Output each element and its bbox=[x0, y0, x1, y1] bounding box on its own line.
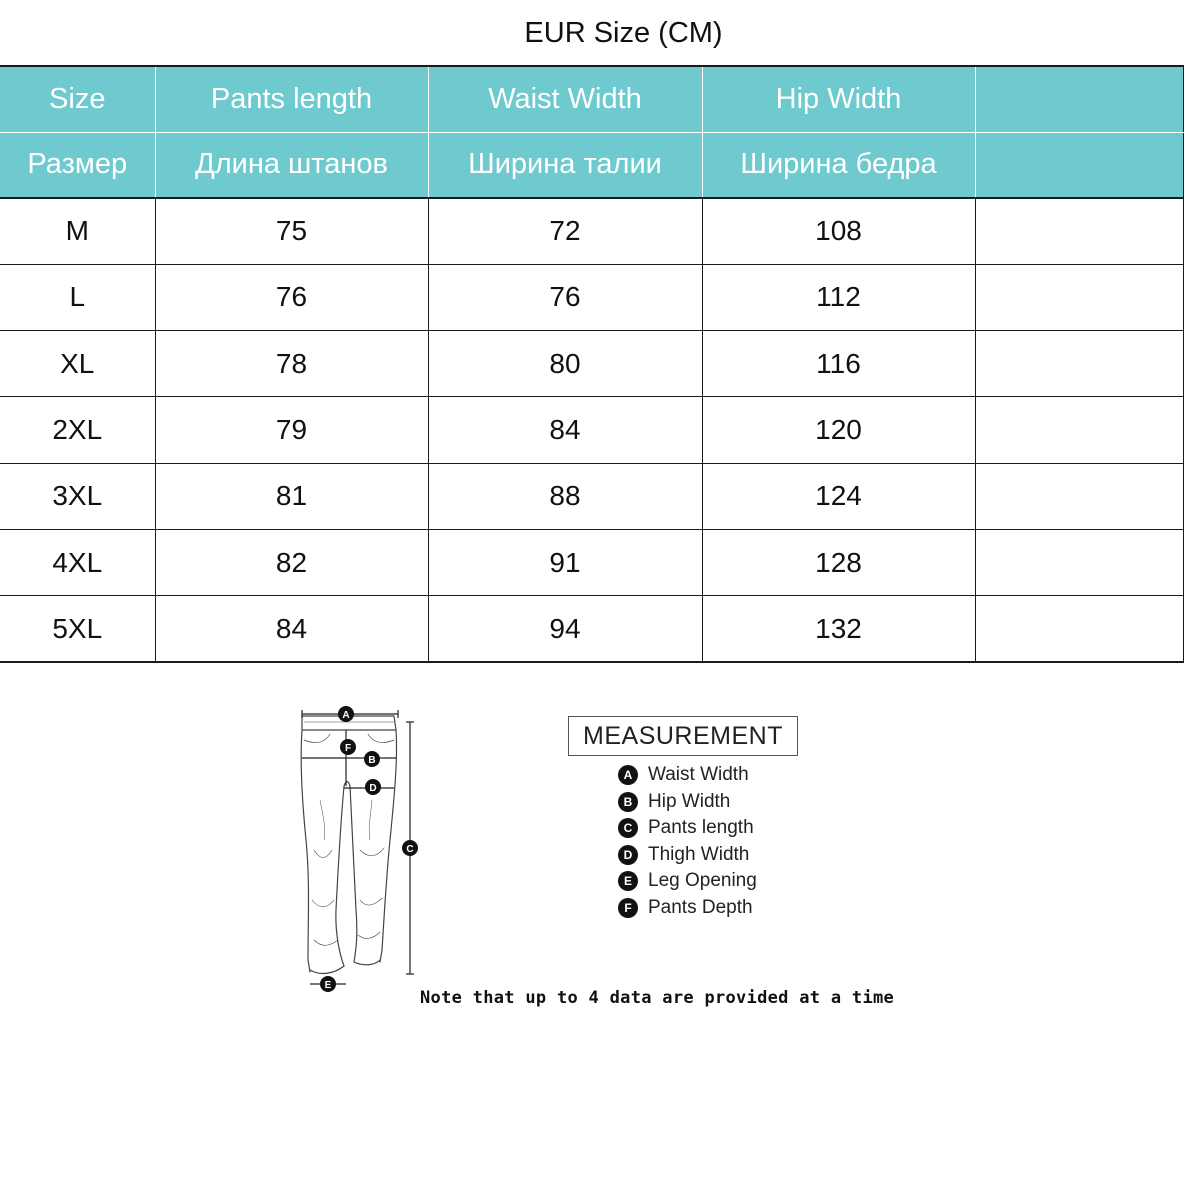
table-cell: 76 bbox=[428, 264, 702, 330]
legend-item bbox=[618, 868, 757, 895]
table-cell: 81 bbox=[155, 463, 428, 529]
header-cell bbox=[975, 66, 1183, 132]
legend-item bbox=[618, 762, 757, 789]
size-chart-table bbox=[0, 65, 1184, 663]
header-cell: Hip Width bbox=[702, 66, 975, 132]
legend-label: Thigh Width bbox=[648, 843, 750, 865]
header-cell: Pants length bbox=[155, 66, 428, 132]
table-cell: 120 bbox=[702, 397, 975, 463]
data-note: Note that up to 4 data are provided at a time bbox=[420, 988, 895, 1008]
letter-b-icon: B bbox=[618, 792, 638, 812]
table-cell bbox=[975, 529, 1183, 595]
page-title: EUR Size (CM) bbox=[524, 16, 723, 49]
svg-text:E: E bbox=[324, 980, 332, 991]
table-cell bbox=[975, 397, 1183, 463]
svg-text:B: B bbox=[368, 755, 376, 766]
header-cell: Ширина бедра bbox=[702, 132, 975, 198]
table-row bbox=[0, 264, 1183, 330]
table-cell bbox=[975, 198, 1183, 264]
table-cell: 132 bbox=[702, 596, 975, 662]
table-cell: 75 bbox=[155, 198, 428, 264]
letter-d-icon: D bbox=[618, 845, 638, 865]
header-cell: Размер bbox=[0, 132, 155, 198]
svg-text:F: F bbox=[344, 743, 352, 754]
letter-e-icon: E bbox=[618, 871, 638, 891]
header-row-russian bbox=[0, 132, 1183, 198]
header-cell: Waist Width bbox=[428, 66, 702, 132]
table-cell: 4XL bbox=[0, 529, 155, 595]
letter-a-icon: A bbox=[618, 765, 638, 785]
table-cell: 72 bbox=[428, 198, 702, 264]
legend-item bbox=[618, 789, 757, 816]
pants-sketch-diagram bbox=[290, 700, 430, 1000]
header-cell: Ширина талии bbox=[428, 132, 702, 198]
table-cell: 112 bbox=[702, 264, 975, 330]
table-cell: L bbox=[0, 264, 155, 330]
table-cell: 124 bbox=[702, 463, 975, 529]
table-cell: 3XL bbox=[0, 463, 155, 529]
legend-label: Pants length bbox=[648, 817, 754, 839]
legend-item bbox=[618, 815, 757, 842]
table-cell: 91 bbox=[428, 529, 702, 595]
letter-c-icon: C bbox=[618, 818, 638, 838]
table-cell bbox=[975, 596, 1183, 662]
svg-text:C: C bbox=[406, 844, 414, 855]
table-cell: 88 bbox=[428, 463, 702, 529]
legend-item bbox=[618, 895, 757, 922]
legend-item bbox=[618, 842, 757, 869]
table-cell: M bbox=[0, 198, 155, 264]
header-row-english bbox=[0, 66, 1183, 132]
table-cell: 94 bbox=[428, 596, 702, 662]
table-row bbox=[0, 198, 1183, 264]
table-cell: 5XL bbox=[0, 596, 155, 662]
header-cell: Size bbox=[0, 66, 155, 132]
measurement-title: MEASUREMENT bbox=[568, 716, 798, 756]
table-row bbox=[0, 596, 1183, 662]
measurement-legend bbox=[618, 762, 757, 921]
table-cell: 82 bbox=[155, 529, 428, 595]
table-cell: 128 bbox=[702, 529, 975, 595]
svg-text:A: A bbox=[342, 710, 350, 721]
legend-label: Pants Depth bbox=[648, 896, 753, 918]
table-cell bbox=[975, 463, 1183, 529]
table-cell bbox=[975, 331, 1183, 397]
table-row bbox=[0, 463, 1183, 529]
table-cell: 78 bbox=[155, 331, 428, 397]
table-cell: 108 bbox=[702, 198, 975, 264]
header-cell bbox=[975, 132, 1183, 198]
table-cell: 84 bbox=[155, 596, 428, 662]
table-cell: 116 bbox=[702, 331, 975, 397]
legend-label: Hip Width bbox=[648, 790, 731, 812]
table-row bbox=[0, 529, 1183, 595]
table-cell bbox=[975, 264, 1183, 330]
table-cell: 80 bbox=[428, 331, 702, 397]
table-cell: XL bbox=[0, 331, 155, 397]
table-cell: 84 bbox=[428, 397, 702, 463]
legend-label: Leg Opening bbox=[648, 870, 757, 892]
header-cell: Длина штанов bbox=[155, 132, 428, 198]
table-row bbox=[0, 331, 1183, 397]
table-cell: 2XL bbox=[0, 397, 155, 463]
table-cell: 76 bbox=[155, 264, 428, 330]
legend-label: Waist Width bbox=[648, 764, 749, 786]
table-cell: 79 bbox=[155, 397, 428, 463]
svg-text:D: D bbox=[369, 783, 377, 794]
table-row bbox=[0, 397, 1183, 463]
letter-f-icon: F bbox=[618, 898, 638, 918]
